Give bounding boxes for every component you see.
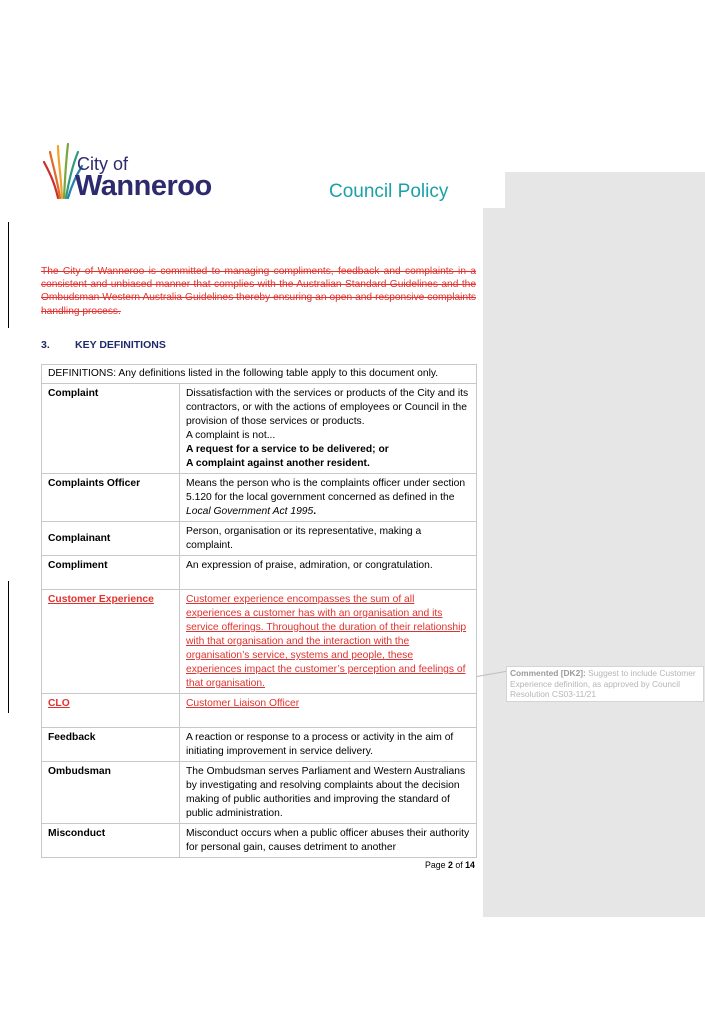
definition-cell[interactable]: Person, organisation or its representative, making a complaint. <box>180 522 477 556</box>
comment-text: Suggest to include Customer Experience definition, as approved by Council Resolution CS03-11/21 <box>510 668 696 699</box>
comment-balloon[interactable] <box>506 666 704 702</box>
term-cell[interactable]: Complainant <box>42 522 180 556</box>
comment-author: Commented [DK2]: <box>510 668 586 678</box>
page-prefix: Page <box>425 860 448 870</box>
term-cell[interactable]: Misconduct <box>42 824 180 858</box>
page-of: of <box>452 860 466 870</box>
term-cell-inserted[interactable]: CLO <box>42 694 180 728</box>
definition-text: Means the person who is the complaints officer under section 5.120 for the local government concerned as defined in the <box>186 478 466 503</box>
page-current: 2 <box>448 860 453 870</box>
table-row <box>42 590 477 694</box>
deleted-intro-paragraph[interactable]: The City of Wanneroo is committed to managing compliments, feedback and complaints in a consistent and unbiased manner that complies with the Australian Standard Guidelines and the Ombudsman Western Australia Guidelines thereby ensuring an open and responsive complaints handling process. <box>41 266 476 317</box>
term-cell[interactable]: Feedback <box>42 728 180 762</box>
definition-cell[interactable]: Misconduct occurs when a public officer abuses their authority for personal gain, causes detriment to another <box>180 824 477 858</box>
definition-cell-inserted[interactable]: Customer experience encompasses the sum of all experiences a customer has with an organisation and its service offerings. Throughout the duration of their relationship with that organisation and the interaction with the organisation’s service, systems and people, these experiences impact the customer’s perception and feelings of that organisation. <box>180 590 477 694</box>
document-title: Council Policy <box>329 181 449 202</box>
act-name: Local Government Act 1995 <box>186 506 314 517</box>
table-row <box>42 522 477 556</box>
definition-cell[interactable] <box>180 474 477 522</box>
logo-text-wanneroo: Wanneroo <box>75 170 212 202</box>
definition-text: Dissatisfaction with the services or products of the City and its contractors, or with the actions of employees or Council in the provision of those services or products. <box>186 388 469 427</box>
table-row <box>42 824 477 858</box>
definition-text: A request for a service to be delivered; or <box>186 444 389 455</box>
definition-text: A complaint is not... <box>186 430 276 441</box>
definitions-table <box>41 364 477 858</box>
comment-pane-notch <box>483 172 505 208</box>
table-row <box>42 728 477 762</box>
term-cell-inserted[interactable]: Customer Experience <box>42 590 180 694</box>
term-cell[interactable]: Complaint <box>42 384 180 474</box>
definition-text: A complaint against another resident. <box>186 458 370 469</box>
table-row <box>42 694 477 728</box>
table-row <box>42 365 477 384</box>
change-bar <box>8 222 9 328</box>
table-row <box>42 762 477 824</box>
table-header-cell[interactable]: DEFINITIONS: Any definitions listed in the following table apply to this document only. <box>42 365 477 384</box>
term-cell[interactable]: Complaints Officer <box>42 474 180 522</box>
term-cell[interactable]: Ombudsman <box>42 762 180 824</box>
table-row <box>42 474 477 522</box>
definition-cell[interactable]: The Ombudsman serves Parliament and Western Australians by investigating and resolving complaints about the decision making of public authorities and improving the standard of public administration. <box>180 762 477 824</box>
definition-cell[interactable] <box>180 384 477 474</box>
table-row <box>42 384 477 474</box>
logo-text-city-of: City of <box>77 154 129 174</box>
definition-cell-inserted[interactable]: Customer Liaison Officer <box>180 694 477 728</box>
page-total: 14 <box>465 860 475 870</box>
section-number: 3. <box>41 339 50 351</box>
definition-cell[interactable]: An expression of praise, admiration, or congratulation. <box>180 556 477 590</box>
term-cell[interactable]: Compliment <box>42 556 180 590</box>
page-number <box>425 860 475 870</box>
section-heading <box>41 339 166 351</box>
definition-text: . <box>313 506 317 517</box>
change-bar <box>8 581 9 713</box>
definition-cell[interactable]: A reaction or response to a process or activity in the aim of initiating improvement in service delivery. <box>180 728 477 762</box>
table-row <box>42 556 477 590</box>
comment-pane <box>483 172 705 917</box>
section-title: KEY DEFINITIONS <box>75 339 166 351</box>
